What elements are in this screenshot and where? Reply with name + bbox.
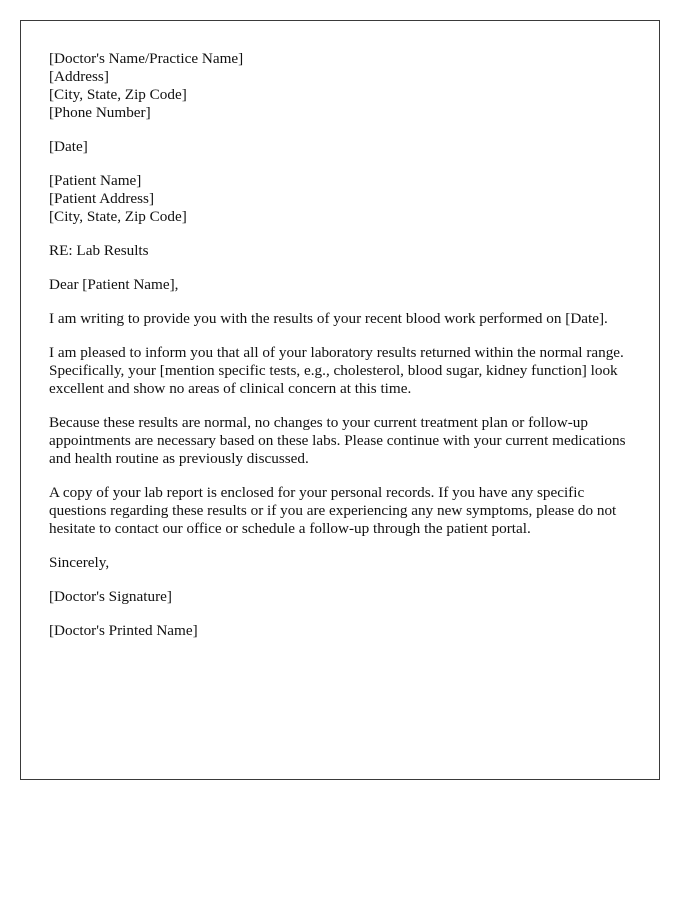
sender-address: [Address] (49, 68, 109, 85)
recipient-block (49, 172, 631, 226)
sender-phone: [Phone Number] (49, 104, 151, 121)
sender-name: [Doctor's Name/Practice Name] (49, 50, 244, 67)
recipient-city-state-zip: [City, State, Zip Code] (49, 208, 187, 225)
body-paragraph-4: A copy of your lab report is enclosed for your personal records. If you have any specific questions regarding these results or if you are experiencing any new symptoms, please do not hesitate to contact our office or schedule a follow-up through the patient portal. (49, 484, 617, 537)
printed-name: [Doctor's Printed Name] (49, 622, 198, 639)
letter-page (20, 20, 660, 780)
salutation: Dear [Patient Name], (49, 276, 179, 293)
sender-block (49, 50, 631, 122)
subject-line: RE: Lab Results (49, 242, 149, 259)
closing: Sincerely, (49, 554, 110, 571)
signature-placeholder: [Doctor's Signature] (49, 588, 172, 605)
recipient-name: [Patient Name] (49, 172, 142, 189)
sender-city-state-zip: [City, State, Zip Code] (49, 86, 187, 103)
body-paragraph-2: I am pleased to inform you that all of your laboratory results returned within the normal range. Specifically, your [mention specific tests, e.g., cholesterol, blood sugar, kidney function] look excellent and show no areas of clinical concern at this time. (49, 344, 624, 397)
date-block (49, 138, 631, 156)
body-paragraph-3: Because these results are normal, no changes to your current treatment plan or follow-up appointments are necessary based on these labs. Please continue with your current medications and health routine as previously discussed. (49, 414, 626, 467)
body-paragraph-1: I am writing to provide you with the results of your recent blood work performed on [Date]. (49, 310, 608, 327)
letter-date: [Date] (49, 138, 88, 155)
recipient-address: [Patient Address] (49, 190, 155, 207)
